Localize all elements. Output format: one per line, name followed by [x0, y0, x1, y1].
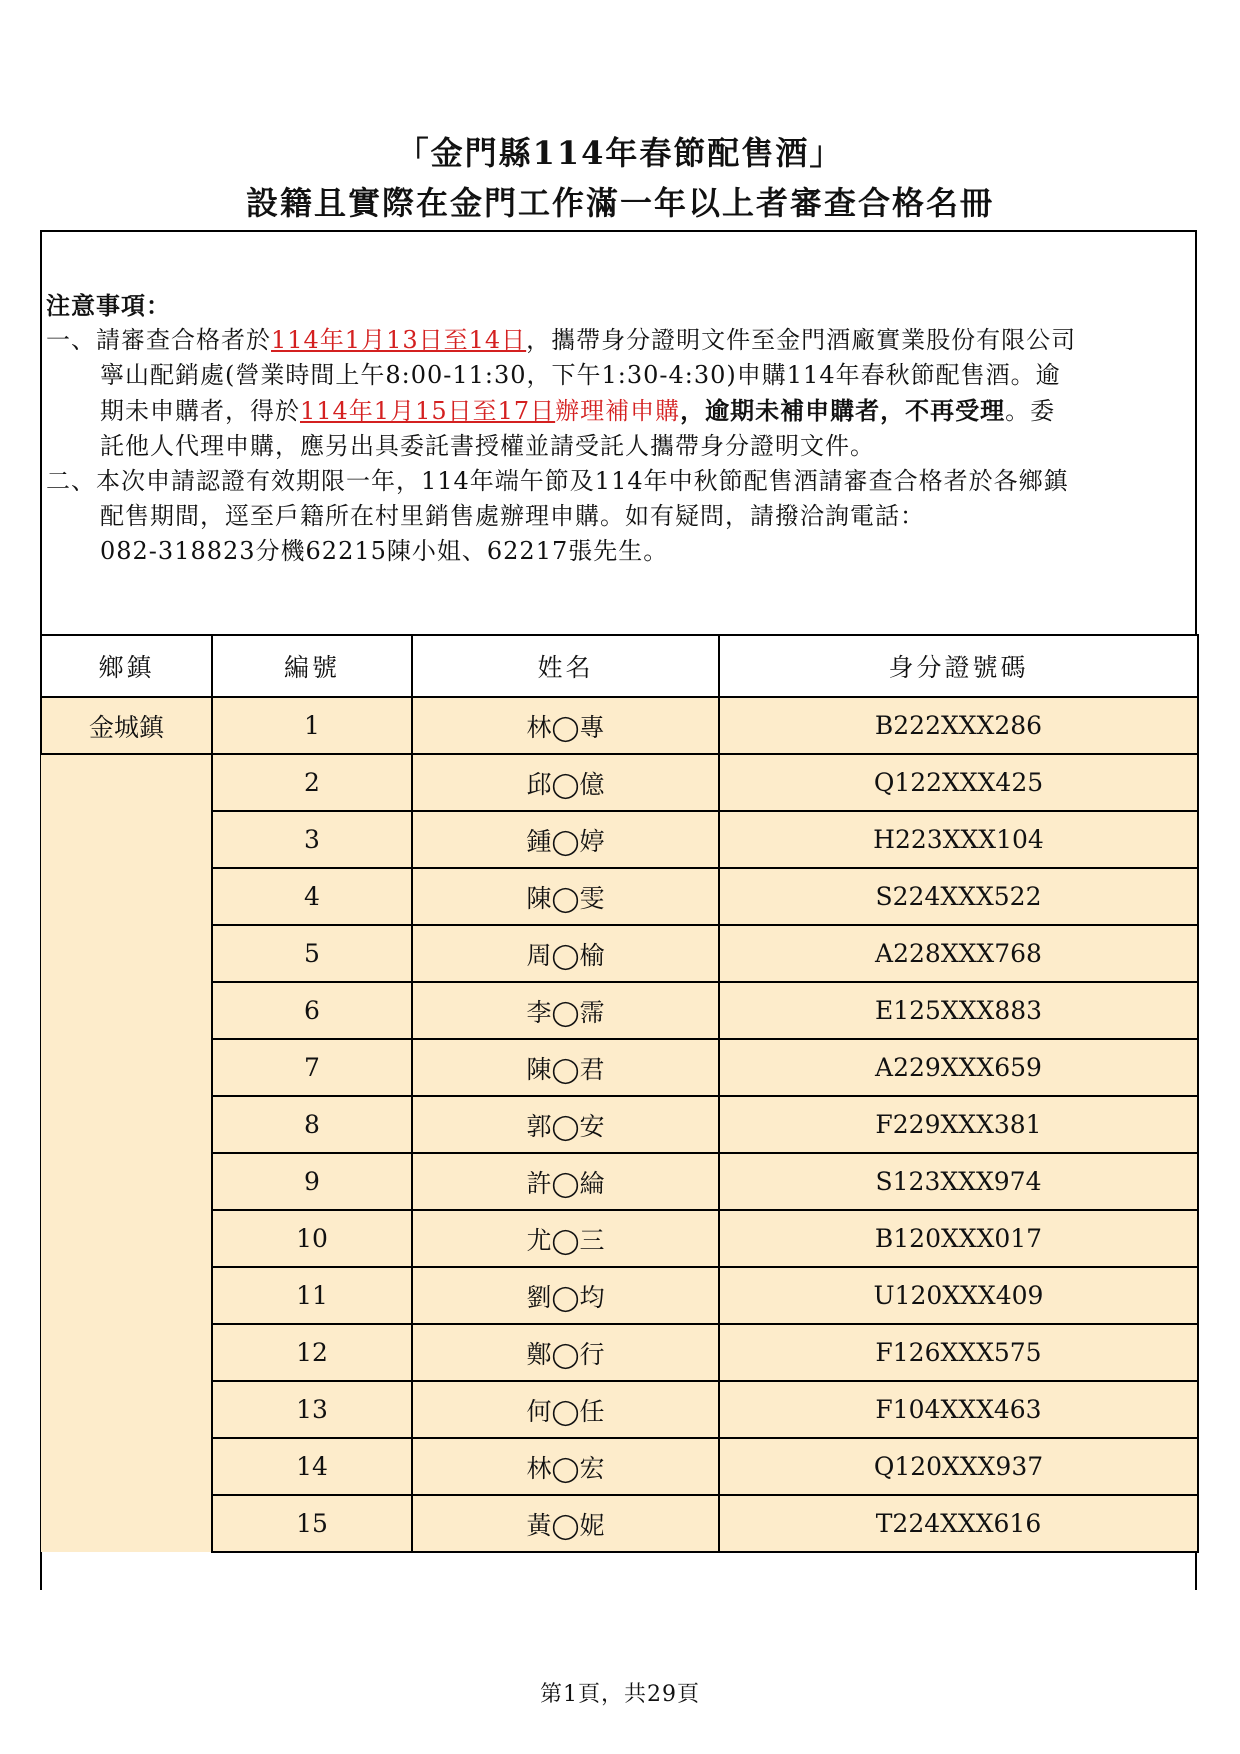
table-row	[41, 754, 1198, 811]
cell-township	[41, 1153, 212, 1210]
cell-name: 陳◯雯	[412, 868, 719, 925]
table-row	[41, 1210, 1198, 1267]
cell-number: 5	[212, 925, 412, 982]
cell-name: 李◯霈	[412, 982, 719, 1039]
cell-number: 7	[212, 1039, 412, 1096]
table-row	[41, 1381, 1198, 1438]
table-row	[41, 1324, 1198, 1381]
cell-number: 11	[212, 1267, 412, 1324]
cell-name: 許◯綸	[412, 1153, 719, 1210]
roster-table	[40, 634, 1199, 1553]
cell-id-number: Q120XXX937	[719, 1438, 1198, 1495]
notice-item1-line2: 寧山配銷處(營業時間上午8:00-11:30，下午1:30-4:30)申購114年春秋節配售酒。逾	[100, 361, 1061, 389]
cell-id-number: S224XXX522	[719, 868, 1198, 925]
cell-township	[41, 1495, 212, 1552]
notice-item2-line2: 配售期間，逕至戶籍所在村里銷售處辦理申購。如有疑問，請撥洽詢電話：	[100, 502, 925, 530]
cell-id-number: B120XXX017	[719, 1210, 1198, 1267]
cell-id-number: F126XXX575	[719, 1324, 1198, 1381]
table-row	[41, 1438, 1198, 1495]
cell-name: 鄭◯行	[412, 1324, 719, 1381]
cell-name: 郭◯安	[412, 1096, 719, 1153]
cell-township	[41, 925, 212, 982]
purchase-date-range: 114年1月13日至14日	[271, 326, 527, 354]
notice-text: ，攜帶身分證明文件至金門酒廠實業股份有限公司	[526, 326, 1077, 354]
cell-township: 金城鎮	[41, 697, 212, 754]
notice-item1-line4: 託他人代理申購，應另出具委託書授權並請受託人攜帶身分證明文件。	[100, 432, 875, 460]
cell-number: 3	[212, 811, 412, 868]
cell-number: 15	[212, 1495, 412, 1552]
table-row	[41, 697, 1198, 754]
cell-name: 陳◯君	[412, 1039, 719, 1096]
table-row	[41, 868, 1198, 925]
cell-number: 8	[212, 1096, 412, 1153]
cell-number: 4	[212, 868, 412, 925]
cell-township	[41, 1096, 212, 1153]
makeup-purchase-text: 辦理補申購	[555, 397, 681, 425]
cell-township	[41, 1324, 212, 1381]
cell-township	[41, 982, 212, 1039]
cell-name: 周◯榆	[412, 925, 719, 982]
cell-township	[41, 754, 212, 811]
cell-id-number: T224XXX616	[719, 1495, 1198, 1552]
cell-name: 何◯任	[412, 1381, 719, 1438]
cell-id-number: E125XXX883	[719, 982, 1198, 1039]
cell-number: 14	[212, 1438, 412, 1495]
cell-number: 12	[212, 1324, 412, 1381]
cell-name: 邱◯億	[412, 754, 719, 811]
cell-township	[41, 1267, 212, 1324]
cell-number: 6	[212, 982, 412, 1039]
cell-township	[41, 811, 212, 868]
table-header-row	[41, 635, 1198, 697]
cell-name: 劉◯均	[412, 1267, 719, 1324]
title-line-2: 設籍且實際在金門工作滿一年以上者審查合格名冊	[245, 184, 994, 222]
table-row	[41, 811, 1198, 868]
table-row	[41, 1153, 1198, 1210]
table-row	[41, 1495, 1198, 1552]
table-row	[41, 1267, 1198, 1324]
cell-name: 尤◯三	[412, 1210, 719, 1267]
makeup-date-range: 114年1月15日至17日	[300, 397, 556, 425]
table-row	[41, 925, 1198, 982]
title-line-1: 「金門縣114年春節配售酒」	[396, 134, 844, 172]
header-number: 編號	[212, 635, 412, 697]
cell-number: 1	[212, 697, 412, 754]
cell-number: 2	[212, 754, 412, 811]
cell-name: 林◯宏	[412, 1438, 719, 1495]
header-id-number: 身分證號碼	[719, 635, 1198, 697]
notice-heading: 注意事項：	[46, 291, 171, 320]
roster-body	[41, 697, 1198, 1552]
page-footer: 第1頁，共29頁	[540, 1682, 700, 1707]
cell-township	[41, 1438, 212, 1495]
cell-id-number: A228XXX768	[719, 925, 1198, 982]
notice-text: 期未申購者，得於	[100, 397, 300, 425]
table-row	[41, 1039, 1198, 1096]
cell-township	[41, 1210, 212, 1267]
notice-item1-line1	[46, 323, 1186, 358]
cell-name: 鍾◯婷	[412, 811, 719, 868]
notice-item1-line3	[46, 393, 1186, 429]
notice-text: 一、請審查合格者於	[46, 326, 271, 354]
table-row	[41, 1096, 1198, 1153]
cell-id-number: F104XXX463	[719, 1381, 1198, 1438]
cell-id-number: U120XXX409	[719, 1267, 1198, 1324]
cell-id-number: B222XXX286	[719, 697, 1198, 754]
header-name: 姓名	[412, 635, 719, 697]
header-township: 鄉鎮	[41, 635, 212, 697]
cell-township	[41, 868, 212, 925]
cell-name: 林◯專	[412, 697, 719, 754]
notice-item2-line3: 082-318823分機62215陳小姐、62217張先生。	[100, 537, 669, 565]
no-further-acceptance-text: ，逾期未補申購者，不再受理	[680, 396, 1006, 425]
cell-id-number: H223XXX104	[719, 811, 1198, 868]
notice-block	[46, 288, 1186, 569]
notice-item2-line1: 二、本次申請認證有效期限一年，114年端午節及114年中秋節配售酒請審查合格者於各鄉鎮	[46, 467, 1069, 495]
cell-township	[41, 1381, 212, 1438]
cell-number: 10	[212, 1210, 412, 1267]
cell-id-number: Q122XXX425	[719, 754, 1198, 811]
cell-id-number: A229XXX659	[719, 1039, 1198, 1096]
cell-number: 13	[212, 1381, 412, 1438]
notice-text: 。委	[1005, 397, 1056, 425]
cell-township	[41, 1039, 212, 1096]
cell-name: 黃◯妮	[412, 1495, 719, 1552]
table-row	[41, 982, 1198, 1039]
cell-number: 9	[212, 1153, 412, 1210]
cell-id-number: F229XXX381	[719, 1096, 1198, 1153]
cell-id-number: S123XXX974	[719, 1153, 1198, 1210]
